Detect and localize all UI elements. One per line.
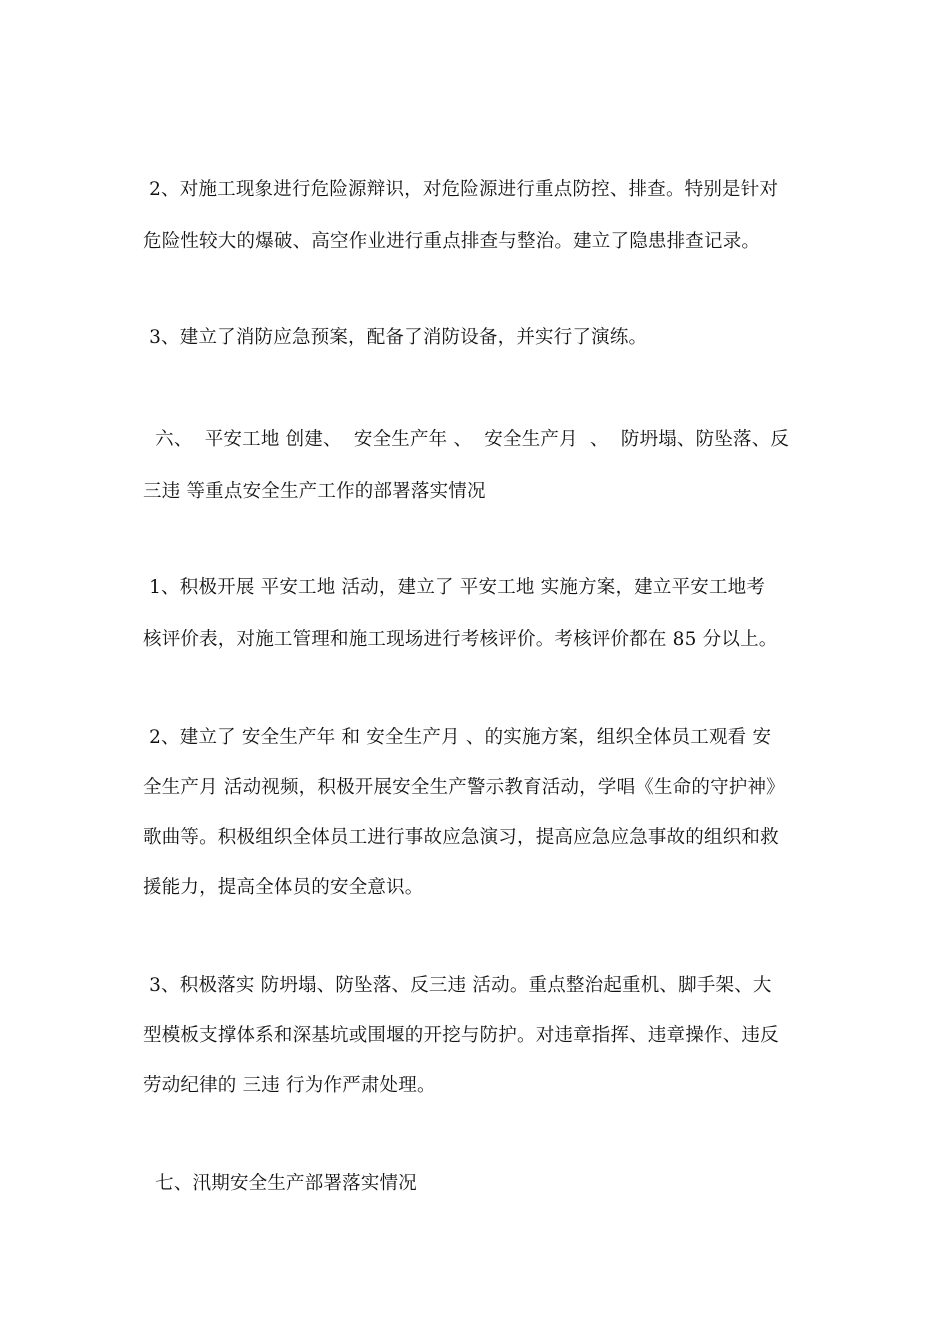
section-6-item-2-line-1: 2、建立了 安全生产年 和 安全生产月 、的实施方案，组织全体员工观看 安 xyxy=(143,727,772,748)
paragraph-2-line-1: 2、对施工现象进行危险源辩识，对危险源进行重点防控、排查。特别是针对 xyxy=(143,179,779,200)
section-7-heading: 七、汛期安全生产部署落实情况 xyxy=(143,1173,417,1194)
section-6-item-1-line-1: 1、积极开展 平安工地 活动，建立了 平安工地 实施方案，建立平安工地考 xyxy=(143,577,766,598)
section-6-item-2-line-2: 全生产月 活动视频，积极开展安全生产警示教育活动，学唱《生命的守护神》 xyxy=(143,777,785,798)
section-6-item-3-line-3: 劳动纪律的 三违 行为作严肃处理。 xyxy=(143,1075,436,1096)
section-6-heading-line-2: 三违 等重点安全生产工作的部署落实情况 xyxy=(143,481,486,502)
section-6-heading-line-1: 六、 平安工地 创建、 安全生产年 、 安全生产月 、 防坍塌、防坠落、反 xyxy=(143,429,790,450)
section-6-item-2-line-4: 援能力，提高全体员的安全意识。 xyxy=(143,877,424,898)
paragraph-2-line-2: 危险性较大的爆破、高空作业进行重点排查与整治。建立了隐患排查记录。 xyxy=(143,231,761,252)
section-6-item-3-line-1: 3、积极落实 防坍塌、防坠落、反三违 活动。重点整治起重机、脚手架、大 xyxy=(143,975,772,996)
paragraph-3-line-1: 3、建立了消防应急预案，配备了消防设备，并实行了演练。 xyxy=(143,327,648,348)
section-6-item-3-line-2: 型模板支撑体系和深基坑或围堰的开挖与防护。对违章指挥、违章操作、违反 xyxy=(143,1025,779,1046)
section-6-item-1-line-2: 核评价表，对施工管理和施工现场进行考核评价。考核评价都在 85 分以上。 xyxy=(143,629,778,650)
section-6-item-2-line-3: 歌曲等。积极组织全体员工进行事故应急演习，提高应急应急事故的组织和救 xyxy=(143,827,779,848)
